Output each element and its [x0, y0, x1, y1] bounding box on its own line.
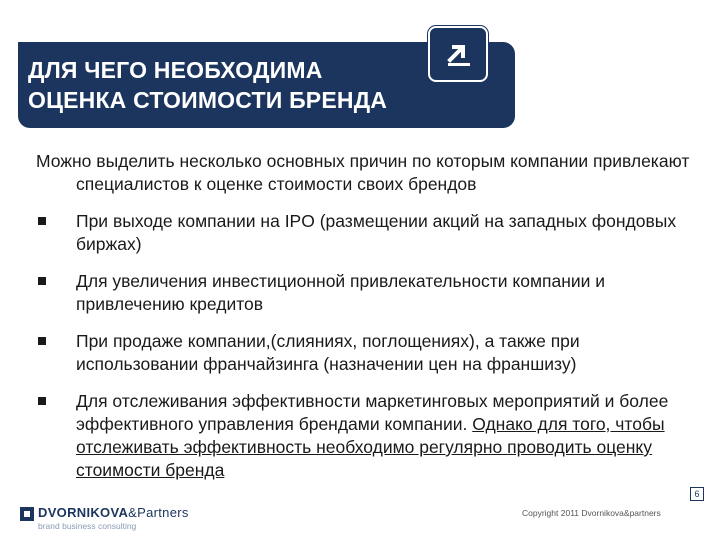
bullet-text: При выходе компании на IPO (размещении акций на западных фондовых биржах): [76, 211, 677, 254]
slide-body: [36, 150, 696, 496]
square-bullet-icon: [38, 337, 46, 345]
square-bullet-icon: [38, 277, 46, 285]
logo-tagline: brand business consulting: [38, 521, 137, 531]
logo-name-main: DVORNIKOVA: [38, 505, 129, 520]
square-logo-icon: [20, 507, 34, 521]
bullet-text-underlined: Однако для того, чтобы отслеживать эффективность необходимо регулярно проводить оценку стоимости бренда: [76, 414, 665, 480]
bullet-text: Для увеличения инвестиционной привлекательности компании и привлечению кредитов: [76, 271, 606, 314]
bullet-text: При продаже компании,(слияниях, поглощениях), а также при использовании франчайзинга (назначении цен на франшизу): [76, 331, 580, 374]
square-bullet-icon: [38, 397, 46, 405]
square-bullet-icon: [38, 217, 46, 225]
bullet-item: [36, 330, 696, 376]
copyright-text: Copyright 2011 Dvornikova&partners: [522, 508, 661, 518]
intro-paragraph: Можно выделить несколько основных причин по которым компании привлекают специалистов к оценке стоимости своих брендов: [36, 151, 690, 194]
bullet-text: [76, 391, 668, 480]
logo-name: [38, 505, 189, 520]
company-logo: [20, 505, 220, 535]
title-line-2: ОЦЕНКА СТОИМОСТИ БРЕНДА: [28, 87, 388, 113]
bullet-item: [36, 210, 696, 256]
bullet-item: [36, 270, 696, 316]
bullet-item: [36, 390, 696, 482]
title-line-1: ДЛЯ ЧЕГО НЕОБХОДИМА: [28, 57, 323, 83]
logo-name-partners: &Partners: [128, 505, 189, 520]
slide-title: [28, 55, 488, 115]
arrow-up-right-icon: [428, 26, 488, 82]
bullet-text-plain: Для отслеживания эффективности маркетинговых мероприятий и более эффективного управления брендами компании.: [76, 391, 669, 434]
page-number: 6: [690, 487, 704, 501]
